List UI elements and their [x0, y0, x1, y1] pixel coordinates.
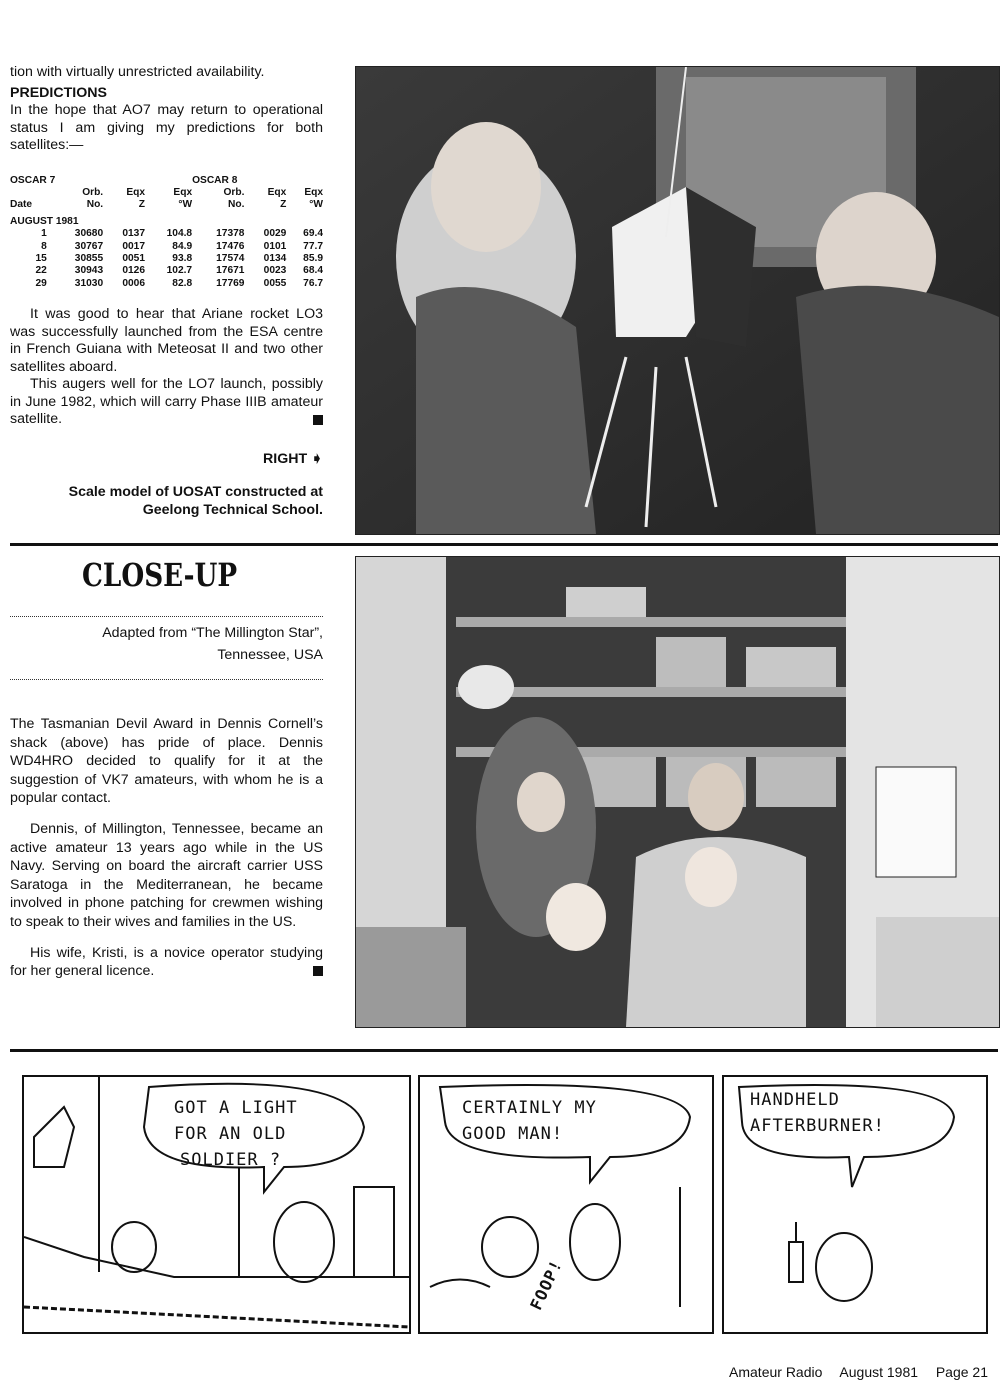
table-header: No.	[228, 199, 245, 211]
table-cell: 0134	[263, 252, 287, 264]
table-cell: 17476	[216, 240, 245, 252]
predictions-heading: PREDICTIONS	[10, 84, 107, 101]
satellite-predictions-table	[10, 175, 323, 291]
table-cell: 8	[41, 240, 47, 252]
comic-divider	[10, 1049, 998, 1052]
table-cell: 30855	[74, 252, 104, 264]
table-cell: 68.4	[303, 265, 323, 277]
table-header: Orb.	[82, 186, 104, 198]
table-cell: 0137	[122, 228, 146, 240]
photo-illustration	[356, 67, 999, 534]
table-group-oscar7: OSCAR 7	[10, 174, 56, 186]
right-arrow-icon: ➧	[311, 450, 323, 467]
table-cell: 0101	[263, 240, 287, 252]
footer-page: Page 21	[935, 1364, 988, 1380]
table-cell: 17769	[216, 277, 245, 289]
table-cell: 0029	[263, 228, 287, 240]
table-cell: 85.9	[303, 252, 323, 264]
table-cell: 1	[41, 228, 47, 240]
table-cell: 22	[35, 265, 47, 277]
table-row	[10, 253, 323, 265]
comic-panel-1-speech	[174, 1095, 374, 1173]
closeup-paragraph-3-text: His wife, Kristi, is a novice operator studying for her general licence.	[10, 944, 323, 980]
table-cell: 69.4	[303, 228, 323, 240]
table-month: AUGUST 1981	[10, 215, 79, 227]
source-line-2: Tennessee, USA	[217, 646, 323, 663]
table-cell: 30943	[74, 265, 104, 277]
article-top-column	[10, 64, 323, 519]
table-cell: 0051	[122, 252, 146, 264]
end-mark-icon	[313, 966, 323, 976]
table-header: Eqx	[173, 186, 193, 198]
table-cell: 17671	[216, 265, 245, 277]
speech-line: GOT A LIGHT	[174, 1098, 298, 1118]
table-cell: 17574	[216, 252, 245, 264]
shack-photo	[355, 556, 1000, 1028]
table-cell: 30767	[74, 240, 104, 252]
page-footer	[729, 1364, 988, 1380]
table-cell: 30680	[74, 228, 104, 240]
table-cell: 82.8	[172, 277, 193, 289]
table-header: °W	[178, 199, 193, 211]
table-cell: 102.7	[166, 265, 193, 277]
speech-line: CERTAINLY MY	[462, 1098, 597, 1118]
comic-panel-2-speech	[462, 1095, 692, 1147]
table-row	[10, 241, 323, 253]
table-cell: 0006	[122, 277, 146, 289]
table-cell: 104.8	[166, 228, 193, 240]
closeup-source	[10, 625, 323, 664]
paragraph-lo7	[10, 376, 323, 429]
section-divider	[10, 543, 998, 546]
table-cell: 93.8	[172, 252, 193, 264]
table-header: Eqx	[304, 186, 323, 198]
table-header: Z	[280, 199, 287, 211]
table-cell: 0017	[122, 240, 146, 252]
closeup-paragraph-1: The Tasmanian Devil Award in Dennis Cornell’s shack (above) has pride of place. Dennis WD4HRO decided to qualify for it at the suggestion of VK7 amateurs, with whom he is a popular contact.	[10, 716, 323, 807]
table-cell: 0055	[263, 277, 287, 289]
table-header: Date	[10, 199, 33, 211]
speech-line: FOR AN OLD	[174, 1124, 287, 1144]
closeup-body	[10, 715, 323, 991]
table-group-oscar8: OSCAR 8	[192, 174, 238, 186]
table-header: Eqx	[126, 186, 146, 198]
dotted-rule-top	[10, 616, 323, 617]
table-cell: 76.7	[303, 277, 323, 289]
right-label-text: RIGHT	[263, 450, 308, 467]
table-row	[10, 228, 323, 240]
table-cell: 17378	[216, 228, 245, 240]
speech-line: GOOD MAN!	[462, 1124, 564, 1144]
continued-text: tion with virtually unrestricted availability.	[10, 64, 265, 80]
comic-panel-3-speech	[750, 1087, 960, 1139]
closeup-title: CLOSE-UP	[82, 556, 238, 594]
table-header: Z	[138, 199, 146, 211]
comic-panel-2	[418, 1075, 714, 1334]
table-cell: 0126	[122, 265, 146, 277]
source-line-1: Adapted from “The Millington Star”,	[102, 625, 323, 641]
table-cell: 84.9	[172, 240, 193, 252]
right-label	[10, 451, 323, 469]
comic-panel-3	[722, 1075, 988, 1334]
table-header: Eqx	[267, 186, 287, 198]
table-header: Orb.	[223, 186, 245, 198]
footer-issue: August 1981	[839, 1364, 919, 1380]
paragraph-ariane: It was good to hear that Ariane rocket LO3 was successfully launched from the ESA centre in French Guiana with Meteosat II and two other satellites aboard.	[10, 306, 323, 375]
footer-magazine: Amateur Radio	[729, 1364, 823, 1380]
table-header: °W	[309, 199, 323, 211]
table-cell: 15	[35, 252, 47, 264]
table-row	[10, 278, 323, 290]
closeup-paragraph-3	[10, 944, 323, 981]
table-row	[10, 265, 323, 277]
table-cell: 0023	[263, 265, 287, 277]
table-cell: 31030	[74, 277, 104, 289]
comic-panel-1	[22, 1075, 411, 1334]
end-mark-icon	[313, 415, 323, 425]
speech-line: SOLDIER ?	[180, 1150, 282, 1170]
table-cell: 77.7	[303, 240, 323, 252]
photo-caption: Scale model of UOSAT constructed at Geelong Technical School.	[68, 484, 323, 518]
table-header: No.	[86, 199, 104, 211]
predictions-intro: In the hope that AO7 may return to operational status I am giving my predictions for both satellites:—	[10, 102, 323, 153]
table-cell: 29	[35, 277, 47, 289]
comic-sound-effect: FOOP!	[526, 1256, 566, 1313]
dotted-rule-bottom	[10, 679, 323, 680]
paragraph-lo7-text: This augers well for the LO7 launch, possibly in June 1982, which will carry Phase IIIB amateur satellite.	[10, 376, 323, 428]
uosat-model-photo	[355, 66, 1000, 535]
speech-line: HANDHELD	[750, 1090, 840, 1110]
speech-line: AFTERBURNER!	[750, 1116, 885, 1136]
shack-photo-illustration	[356, 557, 999, 1027]
closeup-paragraph-2: Dennis, of Millington, Tennessee, became an active amateur 13 years ago while in the US Navy. Serving on board the aircraft carrier USS Saratoga in the Mediterranean, he became involved in phone patching for crewmen wishing to speak to their wives and families in the US.	[10, 820, 323, 930]
